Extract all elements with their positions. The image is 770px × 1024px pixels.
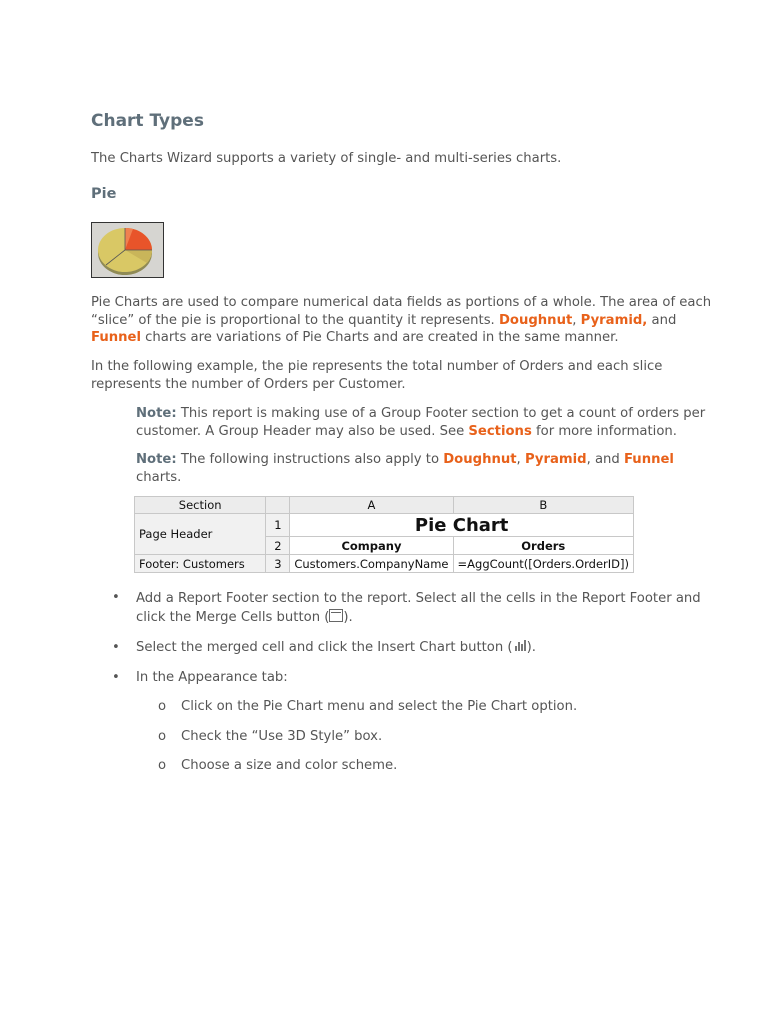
- pie-desc-line3: charts are variations of Pie Charts and are created in the same manner.: [140, 330, 619, 345]
- note-label: Note:: [136, 406, 177, 421]
- note-instructions: [136, 451, 674, 486]
- column-header-b: B: [453, 497, 633, 514]
- pyramid-link[interactable]: Pyramid: [524, 452, 587, 467]
- note2-sep1: ,: [516, 452, 525, 467]
- pie-description: [91, 294, 711, 347]
- doughnut-link[interactable]: Doughnut: [498, 312, 573, 328]
- doughnut-link[interactable]: Doughnut: [443, 452, 517, 467]
- sub-bullet-marker: o: [158, 699, 167, 714]
- example-line2: represents the number of Orders per Customer.: [91, 376, 406, 392]
- orders-header-cell: Orders: [453, 537, 633, 555]
- intro-text: The Charts Wizard supports a variety of single- and multi-series charts.: [91, 151, 562, 166]
- sub-list-item: Choose a size and color scheme.: [181, 758, 398, 773]
- pie-chart-title-cell: Pie Chart: [290, 514, 634, 537]
- pie-desc-line1: Pie Charts are used to compare numerical data fields as portions of a whole. The area of each: [91, 295, 712, 310]
- row-number: 1: [266, 514, 290, 537]
- funnel-link[interactable]: Funnel: [91, 330, 141, 345]
- row-number: 2: [266, 537, 290, 555]
- section-page-header: Page Header: [135, 514, 266, 555]
- page-title: Chart Types: [91, 111, 204, 131]
- section-footer-customers: Footer: Customers: [135, 555, 266, 573]
- note2-pre: The following instructions also apply to: [176, 452, 444, 467]
- merge-cells-icon: [329, 609, 343, 622]
- section-heading-pie: Pie: [91, 186, 117, 202]
- table-row: [135, 514, 634, 537]
- step2-text: Select the merged cell and click the Insert Chart button (: [136, 640, 513, 655]
- list-item: [136, 639, 536, 657]
- column-header-a: A: [290, 497, 453, 514]
- funnel-link[interactable]: Funnel: [623, 452, 674, 467]
- sub-bullet-marker: o: [158, 758, 167, 773]
- sections-link[interactable]: Sections: [468, 423, 532, 439]
- comma: ,: [572, 312, 577, 328]
- note2-sep2: , and: [586, 452, 624, 467]
- list-item: In the Appearance tab:: [136, 670, 288, 685]
- sub-bullet-marker: o: [158, 729, 167, 744]
- list-item: [136, 589, 701, 627]
- note-sections: [136, 405, 705, 440]
- bullet-marker: •: [112, 670, 120, 685]
- note1-line2: customer. A Group Header may also be used. See: [136, 423, 469, 439]
- step1-line2: click the Merge Cells button (: [136, 610, 330, 625]
- column-header-rownum: [266, 497, 290, 514]
- step2-post: ).: [526, 640, 536, 655]
- sub-list-item: Click on the Pie Chart menu and select the Pie Chart option.: [181, 699, 578, 714]
- note1-line2-post: for more information.: [531, 423, 677, 439]
- column-header-section: Section: [135, 497, 266, 514]
- pie-desc-line2: “slice” of the pie is proportional to the quantity it represents.: [91, 312, 499, 328]
- comma2: ,: [642, 312, 648, 328]
- company-header-cell: Company: [290, 537, 453, 555]
- insert-chart-icon: [513, 639, 527, 652]
- table-row: [135, 555, 634, 573]
- orders-field-cell: =AggCount([Orders.OrderID]): [453, 555, 633, 573]
- row-number: 3: [266, 555, 290, 573]
- bullet-marker: •: [112, 640, 120, 655]
- sub-list-item: Check the “Use 3D Style” box.: [181, 729, 383, 744]
- pyramid-link[interactable]: Pyramid: [580, 312, 643, 328]
- step1-line2-post: ).: [343, 610, 353, 625]
- note1-line1: This report is making use of a Group Footer section to get a count of orders per: [176, 406, 706, 421]
- grid-header-row: [135, 497, 634, 514]
- company-field-cell: Customers.CompanyName: [290, 555, 453, 573]
- bullet-marker: •: [112, 590, 120, 605]
- step1-line1: Add a Report Footer section to the report. Select all the cells in the Report Footer and: [136, 591, 701, 606]
- note2-line2: charts.: [136, 469, 182, 485]
- note-label: Note:: [136, 452, 177, 467]
- report-layout-grid: [134, 496, 634, 573]
- example-line1: In the following example, the pie represents the total number of Orders and each slice: [91, 359, 663, 374]
- and-text: and: [647, 312, 677, 328]
- pie-chart-thumbnail-icon: [91, 222, 164, 278]
- example-text: [91, 358, 662, 393]
